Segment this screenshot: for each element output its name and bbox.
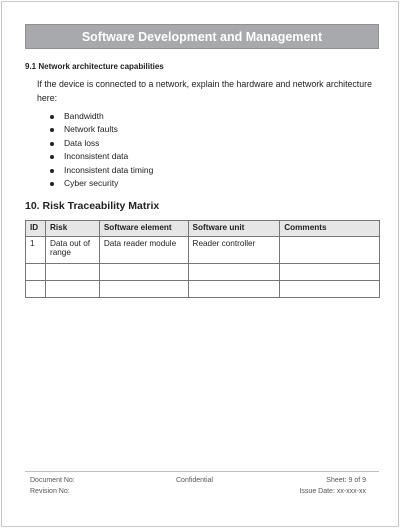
bullet-icon: [50, 115, 54, 119]
page-header: [25, 24, 379, 49]
footer-sheet: Sheet: 9 of 9: [326, 477, 366, 484]
table-cell: 1: [26, 237, 46, 264]
footer-issue-date: Issue Date: xx-xxx-xx: [299, 488, 366, 495]
column-header-software-element: Software element: [99, 221, 188, 237]
list-item-text: Data loss: [64, 137, 100, 148]
bullet-list: [50, 110, 153, 190]
list-item-text: Cyber security: [64, 177, 119, 188]
footer-revision-no: Revision No:: [30, 488, 70, 495]
table-header-row: [26, 221, 380, 237]
table-cell: [99, 264, 188, 281]
column-header-comments: Comments: [280, 221, 380, 237]
table-cell: Data out of range: [45, 237, 99, 264]
table-cell: [188, 264, 280, 281]
document-page: [1, 1, 399, 527]
page-title: Software Development and Management: [81, 29, 323, 44]
table-cell: Reader controller: [188, 237, 280, 264]
table-cell: [99, 281, 188, 298]
list-item: [50, 110, 153, 123]
bullet-icon: [50, 169, 54, 173]
table-cell: [26, 264, 46, 281]
column-header-software-unit: Software unit: [188, 221, 280, 237]
table-row: [26, 281, 380, 298]
section-9-1-intro: If the device is connected to a network, explain the hardware and network architecture here:: [37, 79, 372, 103]
list-item: [50, 164, 153, 177]
risk-traceability-table: [25, 220, 380, 298]
list-item: [50, 177, 153, 190]
table-row: [26, 237, 380, 264]
table-cell: [280, 264, 380, 281]
table-row: [26, 264, 380, 281]
table-cell: Data reader module: [99, 237, 188, 264]
footer-confidential: Confidential: [176, 477, 213, 484]
bullet-icon: [50, 142, 54, 146]
list-item-text: Bandwidth: [64, 111, 104, 121]
bullet-icon: [50, 128, 54, 132]
table-cell: [45, 264, 99, 281]
section-10-title: 10. Risk Traceability Matrix: [25, 200, 160, 212]
column-header-risk: Risk: [45, 221, 99, 237]
footer-divider: [25, 471, 379, 472]
table-cell: [280, 281, 380, 298]
section-9-1-heading: 9.1 Network architecture capabilities: [25, 62, 164, 71]
list-item-text: Inconsistent data timing: [64, 164, 154, 175]
list-item: [50, 123, 153, 136]
column-header-id: ID: [26, 221, 46, 237]
bullet-icon: [50, 155, 54, 159]
table-cell: [26, 281, 46, 298]
list-item: [50, 150, 153, 163]
list-item-text: Inconsistent data: [64, 151, 129, 162]
table-cell: [280, 237, 380, 264]
list-item-text: Network faults: [64, 124, 118, 135]
bullet-icon: [50, 182, 54, 186]
table-cell: [45, 281, 99, 298]
table-cell: [188, 281, 280, 298]
list-item: [50, 137, 153, 150]
footer-document-no: Document No:: [30, 477, 75, 484]
